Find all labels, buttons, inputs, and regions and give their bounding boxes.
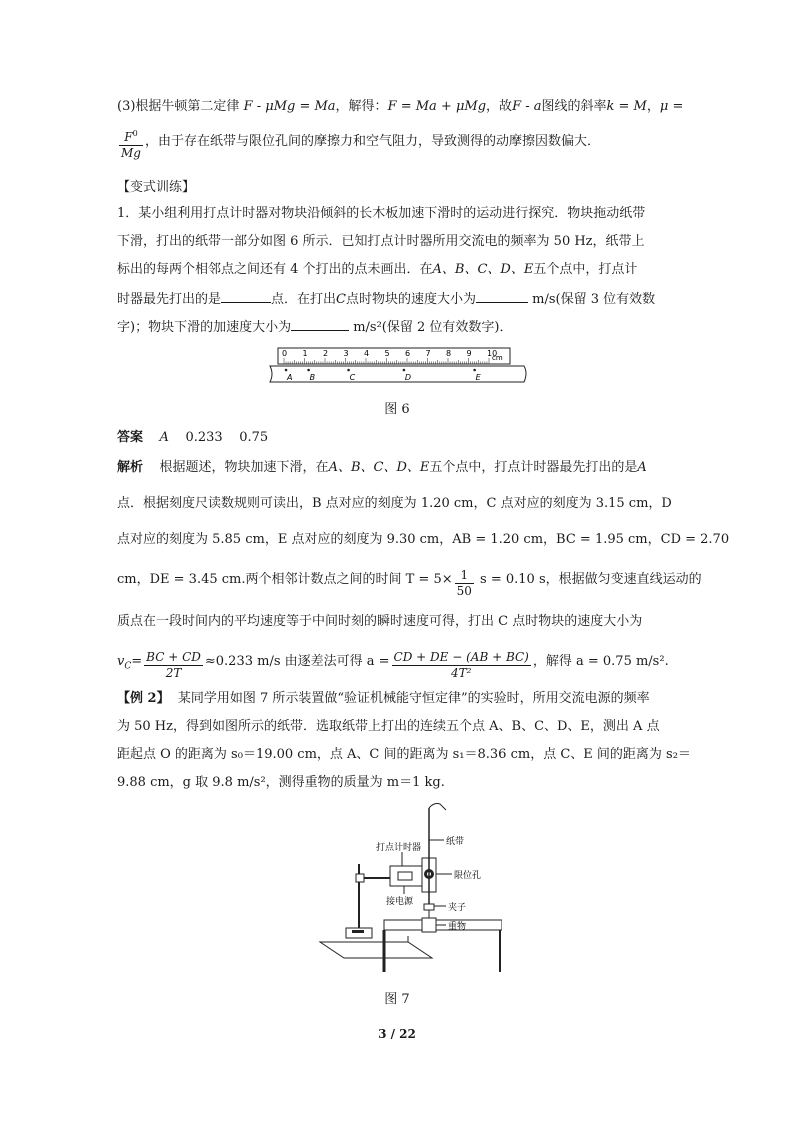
label-hole: 限位孔 [454, 871, 482, 881]
tape-point-label: D [404, 373, 412, 382]
answer-label: 答案 [117, 430, 144, 445]
tape-point-label: E [475, 373, 481, 382]
stand-base-mark [352, 930, 364, 933]
q1-line5a: 字)；物块下滑的加速度大小为 [117, 320, 292, 335]
para3-mid3: 图线的斜率 [541, 99, 607, 114]
ruler-tick-label: 10 [487, 349, 498, 358]
analysis-line6-mid: ≈0.233 m/s 由逐差法可得 a = [204, 654, 390, 669]
analysis-line4a: cm，DE = 3.45 cm.两个相邻计数点之间的时间 T = 5× [117, 572, 453, 587]
q1-line3b: 五个点中，打点计 [533, 262, 638, 277]
time-frac-num: 1 [455, 568, 474, 584]
ruler-unit-label: cm [492, 354, 503, 362]
hand [429, 804, 446, 811]
acceleration-fraction [392, 650, 531, 681]
label-clip: 夹子 [448, 903, 467, 913]
tape-point-label: C [349, 373, 356, 382]
time-fraction [455, 568, 474, 599]
tape-dot [347, 369, 350, 372]
q1-line1: 1．某小组利用打点计时器对物块沿倾斜的长木板加速下滑时的运动进行探究．物块拖动纸带 [117, 206, 646, 221]
stand-clamp [356, 874, 364, 882]
q1-line4a: 时器最先打出的是 [117, 292, 222, 307]
fraction-numerator: F [124, 130, 133, 144]
analysis-line3: 点对应的刻度为 5.85 cm，E 点对应的刻度为 9.30 cm，AB = 1.20 cm，BC = 1.95 cm，CD = 2.70 [117, 532, 730, 547]
q1-line3a: 标出的每两个相邻点之间还有 4 个打出的点未画出．在 [117, 262, 433, 277]
analysis-points: A、B、C、D、E [328, 460, 430, 475]
answer-blank-1[interactable] [221, 288, 271, 303]
q1-line4c: 点时物块的速度大小为 [345, 292, 476, 307]
para3-eq5: μ = [659, 99, 684, 114]
q1-line4d: m/s(保留 3 位有效数 [532, 292, 656, 307]
para3-eq1: F - μMg = Ma [243, 99, 336, 114]
para3-tail: ，由于存在纸带与限位孔间的摩擦力和空气阻力，导致测得的动摩擦因数偏大． [144, 134, 600, 149]
example2-line4: 9.88 cm，g 取 9.8 m/s²，测得重物的质量为 m＝1 kg. [117, 775, 445, 790]
tape-point-label: B [309, 373, 316, 382]
label-power: 接电源 [386, 897, 414, 907]
q1-line5b: m/s²(保留 2 位有效数字)． [353, 320, 513, 335]
answer-value-1: A [159, 430, 169, 445]
timer-coil [398, 872, 412, 880]
figure-6-ruler-tape [268, 346, 530, 390]
analysis-label: 解析 [117, 460, 144, 475]
label-weight: 重物 [448, 922, 467, 932]
q1-line4 [117, 288, 677, 310]
friction-fraction: $\frac{F^0}{Mg}$ [119, 126, 143, 161]
analysis-line6 [117, 650, 677, 681]
velocity-equals: = [131, 654, 143, 669]
q1-line2: 下滑，打出的纸带一部分如图 6 所示．已知打点计时器所用交流电的频率为 50 Hz，纸带上 [117, 234, 645, 249]
answer-blank-3[interactable] [291, 316, 349, 331]
ruler-tick-label: 0 [282, 349, 288, 358]
example2-line1 [117, 689, 677, 709]
ruler-tick-label: 7 [425, 349, 431, 358]
label-tape: 纸带 [446, 837, 465, 847]
velocity-subscript: C [124, 661, 132, 672]
figure-6-caption: 图 6 [384, 402, 410, 417]
q1-line5 [117, 316, 677, 338]
analysis-line4 [117, 568, 702, 599]
page-number: 3 / 22 [378, 1027, 416, 1041]
analysis-line1a: 根据题述，物块加速下滑，在 [159, 460, 329, 475]
example2-line2: 为 50 Hz，得到如图所示的纸带．选取纸带上打出的连续五个点 A、B、C、D、E，测出 A 点 [117, 719, 660, 734]
analysis-line1 [117, 458, 677, 478]
analysis-line2: 点．根据刻度尺读数规则可读出，B 点对应的刻度为 1.20 cm，C 点对应的刻度为 3.15 cm，D [117, 496, 672, 511]
tape-point-label: A [287, 373, 293, 382]
velocity-frac-num: BC + CD [146, 650, 201, 664]
answer-line [117, 428, 677, 448]
velocity-frac-den: 2T [165, 666, 182, 680]
example2-line1-text: 某同学用如图 7 所示装置做“验证机械能守恒定律”的实验时，所用交流电源的频率 [177, 691, 650, 706]
answer-blank-2[interactable] [476, 288, 528, 303]
ruler-tick-label: 8 [446, 349, 452, 358]
accel-frac-den: 4T² [450, 666, 472, 680]
letter-c: C [336, 292, 346, 307]
para3-eq4: k = M [606, 99, 647, 114]
ruler-tick-label: 3 [343, 349, 349, 358]
ruler-tick-label: 4 [364, 349, 370, 358]
para3-eq3: F - a [512, 99, 542, 114]
variant-heading: 【变式训练】 [117, 180, 196, 195]
example2-line3: 距起点 O 的距离为 s₀＝19.00 cm，点 A、C 间的距离为 s₁＝8.36 cm，点 C、E 间的距离为 s₂＝ [117, 747, 691, 762]
points-list: A、B、C、D、E [432, 262, 534, 277]
velocity-symbol: v [117, 654, 125, 669]
tape-dot [285, 369, 288, 372]
para3-line2 [117, 126, 677, 161]
analysis-line5: 质点在一段时间内的平均速度等于中间时刻的瞬时速度可得，打出 C 点时物块的速度大小为 [117, 614, 643, 629]
answer-value-2: 0.233 [185, 430, 223, 445]
time-frac-den: 50 [456, 584, 472, 598]
q1-line3 [117, 260, 677, 280]
analysis-letter-a: A [637, 460, 647, 475]
ruler-tick-label: 2 [323, 349, 329, 358]
figure-7-apparatus [312, 800, 502, 972]
analysis-line1b: 五个点中，打点计时器最先打出的是 [429, 460, 638, 475]
analysis-line6-tail: ，解得 a = 0.75 m/s². [532, 654, 669, 669]
tape-dot [403, 369, 406, 372]
analysis-line4b: s = 0.10 s，根据做匀变速直线运动的 [480, 572, 702, 587]
answer-value-3: 0.75 [239, 430, 269, 445]
tape-dot [307, 369, 310, 372]
para3-line1 [117, 97, 684, 117]
tape-dot [473, 369, 476, 372]
table-top [320, 942, 432, 958]
ruler-tick-label: 1 [302, 349, 308, 358]
para3-mid2: ，故 [486, 99, 513, 114]
accel-frac-num: CD + DE − (AB + BC) [393, 650, 529, 664]
label-timer: 打点计时器 [376, 843, 422, 853]
para3-mid4: ， [646, 99, 660, 114]
para3-eq2: F = Ma + μMg [387, 99, 487, 114]
example2-label: 【例 2】 [117, 691, 170, 706]
weight-block [422, 918, 436, 932]
para3-prefix: (3)根据牛顿第二定律 [117, 99, 240, 114]
q1-line4b: 点．在打出 [271, 292, 337, 307]
paper-tape [270, 366, 526, 382]
figure-7-caption: 图 7 [384, 992, 410, 1007]
fraction-denominator: Mg [121, 146, 141, 160]
ruler-tick-label: 5 [384, 349, 390, 358]
ruler-tick-label: 9 [466, 349, 472, 358]
ruler-tick-label: 6 [405, 349, 411, 358]
para3-mid1: ，解得： [335, 99, 388, 114]
clip [424, 904, 434, 910]
velocity-fraction [144, 650, 203, 681]
